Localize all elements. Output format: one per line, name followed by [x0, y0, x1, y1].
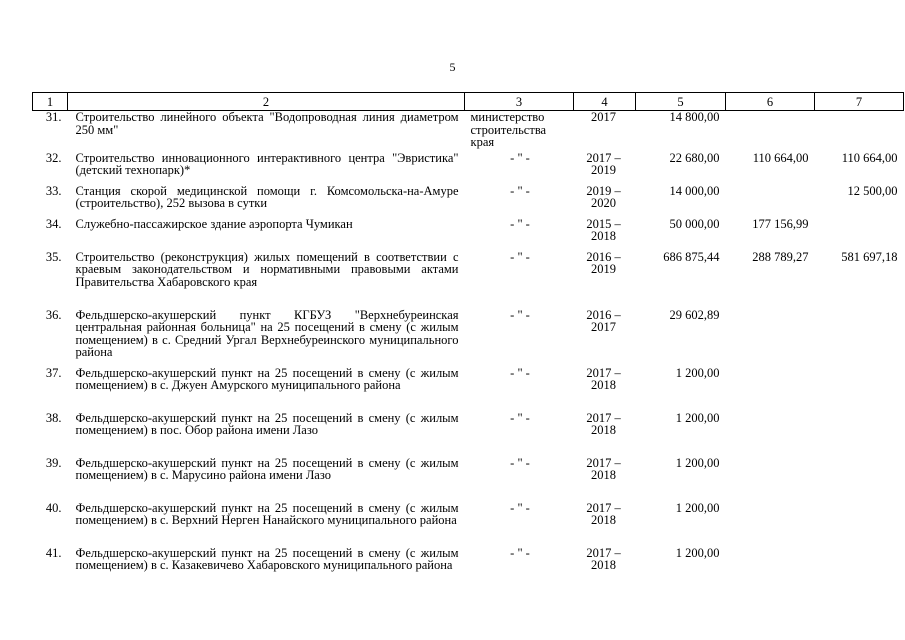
responsible-agency: министерство строительства края [470, 110, 547, 149]
object-name: Строительство инновационного интерактивного центра "Эвристика" (детский технопарк)* [75, 150, 459, 177]
table-row [33, 218, 904, 251]
table-row [33, 367, 904, 412]
object-name: Фельдшерско-акушерский пункт на 25 посещений в смену (с жилым помещением) в с. Казакевичево Хабаровского муниципального района [75, 545, 459, 572]
table-row [33, 309, 904, 367]
implementation-period: 2017 – 2018 [586, 500, 621, 527]
responsible-agency: - " - [510, 365, 530, 380]
row-number: 35. [45, 249, 62, 264]
implementation-period: 2017 – 2018 [586, 410, 621, 437]
table-row [33, 547, 904, 587]
object-name: Фельдшерско-акушерский пункт КГБУЗ "Верхнебуреинская центральная районная больница" на 25 посещений в смену (с жилым помещением) в с. Средний Ургал Верхнебуреинского муниципального района [75, 307, 459, 359]
amount-col7: 110 664,00 [841, 150, 898, 165]
object-name: Фельдшерско-акушерский пункт на 25 посещений в смену (с жилым помещением) в с. Марусино района имени Лазо [75, 455, 459, 482]
page-number: 5 [449, 60, 456, 74]
row-number: 33. [45, 183, 62, 198]
amount-col6: 288 789,27 [752, 249, 809, 264]
column-header: 4 [574, 93, 636, 111]
column-header: 6 [726, 93, 815, 111]
responsible-agency: - " - [510, 545, 530, 560]
implementation-period: 2015 – 2018 [586, 216, 621, 243]
responsible-agency: - " - [510, 249, 530, 264]
responsible-agency: - " - [510, 500, 530, 515]
amount-col7 [815, 547, 904, 587]
object-name: Строительство линейного объекта "Водопроводная линия диаметром 250 мм" [75, 110, 459, 137]
amount-col6 [726, 185, 815, 218]
responsible-agency: - " - [510, 307, 530, 322]
amount-col7 [815, 309, 904, 367]
row-number: 40. [45, 500, 62, 515]
amount-col5: 1 200,00 [675, 365, 720, 380]
implementation-period: 2019 – 2020 [586, 183, 621, 210]
amount-col6 [726, 547, 815, 587]
amount-col5: 29 602,89 [669, 307, 720, 322]
amount-col5: 50 000,00 [669, 216, 720, 231]
row-number: 39. [45, 455, 62, 470]
amount-col5: 1 200,00 [675, 455, 720, 470]
table-row [33, 457, 904, 502]
implementation-period: 2016 – 2017 [586, 307, 621, 334]
amount-col7: 12 500,00 [847, 183, 898, 198]
row-number: 41. [45, 545, 62, 560]
column-header: 2 [68, 93, 465, 111]
amount-col6 [726, 111, 815, 152]
amount-col7 [815, 218, 904, 251]
implementation-period: 2017 – 2019 [586, 150, 621, 177]
amount-col6 [726, 502, 815, 547]
amount-col5: 686 875,44 [663, 249, 720, 264]
responsible-agency: - " - [510, 183, 530, 198]
amount-col7 [815, 457, 904, 502]
responsible-agency: - " - [510, 150, 530, 165]
row-number: 31. [45, 110, 62, 124]
object-name: Станция скорой медицинской помощи г. Комсомольска-на-Амуре (строительство), 252 вызова в сутки [75, 183, 459, 210]
row-number: 38. [45, 410, 62, 425]
implementation-period: 2017 – 2018 [586, 545, 621, 572]
responsible-agency: - " - [510, 216, 530, 231]
object-name: Служебно-пассажирское здание аэропорта Чумикан [75, 216, 353, 231]
amount-col5: 14 800,00 [669, 110, 720, 124]
object-name: Фельдшерско-акушерский пункт на 25 посещений в смену (с жилым помещением) в с. Джуен Амурского муниципального района [75, 365, 459, 392]
implementation-period: 2017 [591, 110, 616, 124]
implementation-period: 2017 – 2018 [586, 365, 621, 392]
amount-col6: 110 664,00 [752, 150, 809, 165]
object-name: Строительство (реконструкция) жилых помещений в соответствии с краевым законодательством и нормативными правовыми актами Правительства Хабаровского края [75, 249, 459, 289]
table-row [33, 185, 904, 218]
object-name: Фельдшерско-акушерский пункт на 25 посещений в смену (с жилым помещением) в пос. Обор района имени Лазо [75, 410, 459, 437]
table-header-row [33, 93, 904, 111]
implementation-period: 2016 – 2019 [586, 249, 621, 276]
amount-col7 [815, 502, 904, 547]
row-number: 34. [45, 216, 62, 231]
amount-col7: 581 697,18 [841, 249, 898, 264]
amount-col7 [815, 412, 904, 457]
amount-col6: 177 156,99 [752, 216, 809, 231]
column-header: 5 [636, 93, 726, 111]
amount-col7 [815, 367, 904, 412]
table-row [33, 251, 904, 309]
responsible-agency: - " - [510, 410, 530, 425]
amount-col6 [726, 309, 815, 367]
amount-col5: 1 200,00 [675, 545, 720, 560]
amount-col6 [726, 457, 815, 502]
implementation-period: 2017 – 2018 [586, 455, 621, 482]
column-header: 7 [815, 93, 904, 111]
amount-col5: 1 200,00 [675, 410, 720, 425]
amount-col7 [815, 111, 904, 152]
responsible-agency: - " - [510, 455, 530, 470]
objects-table [32, 92, 904, 587]
amount-col5: 14 000,00 [669, 183, 720, 198]
table-row [33, 152, 904, 185]
amount-col6 [726, 367, 815, 412]
column-header: 1 [33, 93, 68, 111]
amount-col5: 1 200,00 [675, 500, 720, 515]
table-row [33, 412, 904, 457]
row-number: 32. [45, 150, 62, 165]
row-number: 37. [45, 365, 62, 380]
object-name: Фельдшерско-акушерский пункт на 25 посещений в смену (с жилым помещением) в с. Верхний Нерген Нанайского муниципального района [75, 500, 459, 527]
amount-col5: 22 680,00 [669, 150, 720, 165]
column-header: 3 [465, 93, 574, 111]
table-body [33, 111, 904, 587]
amount-col6 [726, 412, 815, 457]
row-number: 36. [45, 307, 62, 322]
table-row [33, 502, 904, 547]
table-row [33, 111, 904, 152]
